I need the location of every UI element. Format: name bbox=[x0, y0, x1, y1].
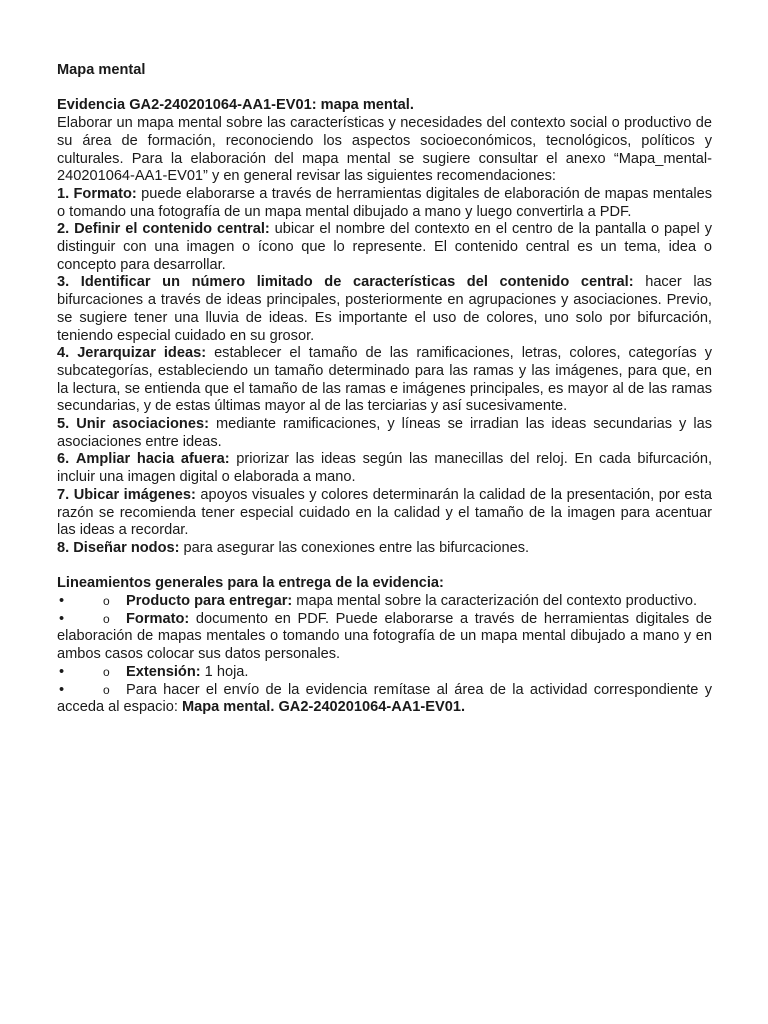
rec-text: hacer las bifurcaciones a través de ideas principales, posteriormente en agrupaciones y asociaciones. Previo, se sugiere tener una lluvia de ideas. Es importante el uso de colores, uno solo por bifurcación, teniendo especial cuidado en su grosor. bbox=[57, 274, 712, 344]
recommendation-item bbox=[57, 221, 712, 274]
guideline-item bbox=[57, 593, 712, 611]
guideline-heading: Formato: bbox=[126, 610, 190, 627]
rec-heading: Definir el contenido central: bbox=[74, 221, 270, 238]
rec-text: puede elaborarse a través de herramientas digitales de elaboración de mapas mentales o tomando una fotografía de un mapa mental dibujado a mano y luego convertirla a PDF. bbox=[57, 185, 713, 220]
bullet-marker: • bbox=[59, 610, 65, 627]
rec-heading: Formato: bbox=[73, 185, 137, 202]
rec-heading: Jerarquizar ideas: bbox=[77, 345, 207, 362]
guideline-item bbox=[57, 664, 712, 682]
intro-paragraph: Elaborar un mapa mental sobre las características y necesidades del contexto social o productivo de su área de formación, reconociendo los aspectos socioeconómicos, tecnológicos, políticos y culturales. Para la elaboración del mapa mental se sugiere consultar el anexo “Mapa_mental-240201064-AA1-EV01” y en general revisar las siguientes recomendaciones: bbox=[57, 115, 712, 185]
rec-number: 5. bbox=[57, 416, 70, 433]
guideline-item bbox=[57, 611, 712, 664]
sub-bullet-marker: o bbox=[103, 594, 110, 609]
guideline-text: documento en PDF. Puede elaborarse a través de herramientas digitales de elaboración de mapas mentales o tomando una fotografía de un mapa mental dibujado a mano y en ambos casos colocar sus datos personales. bbox=[57, 610, 712, 663]
rec-text: mediante ramificaciones, y líneas se irradian las ideas secundarias y las asociaciones entre ideas. bbox=[57, 416, 712, 450]
recommendation-item bbox=[57, 451, 712, 486]
recommendation-item bbox=[57, 186, 712, 221]
rec-text: priorizar las ideas según las manecillas del reloj. En cada bifurcación, incluir una imagen digital o elaborada a mano. bbox=[57, 451, 712, 486]
guidelines-title: Lineamientos generales para la entrega de la evidencia: bbox=[57, 575, 444, 592]
guideline-item bbox=[57, 682, 712, 717]
rec-heading: Diseñar nodos: bbox=[73, 539, 180, 556]
rec-heading: Ubicar imágenes: bbox=[73, 486, 196, 503]
guideline-text: 1 hoja. bbox=[200, 663, 249, 680]
rec-number: 7. bbox=[57, 486, 70, 503]
rec-heading: Identificar un número limitado de características del contenido central: bbox=[80, 274, 634, 291]
guideline-heading: Producto para entregar: bbox=[126, 593, 293, 610]
recommendation-item bbox=[57, 540, 712, 558]
recommendation-item bbox=[57, 487, 712, 540]
recommendation-item bbox=[57, 345, 712, 416]
sub-bullet-marker: o bbox=[103, 611, 110, 626]
guideline-text: mapa mental sobre la caracterización del contexto productivo. bbox=[292, 593, 698, 610]
rec-number: 8. bbox=[57, 539, 70, 556]
document-title: Mapa mental bbox=[57, 62, 146, 78]
rec-number: 3. bbox=[57, 274, 70, 291]
evidence-title: Evidencia GA2-240201064-AA1-EV01: mapa mental. bbox=[57, 97, 414, 114]
recommendation-item bbox=[57, 274, 712, 345]
rec-heading: Ampliar hacia afuera: bbox=[75, 451, 230, 468]
rec-text: para asegurar las conexiones entre las bifurcaciones. bbox=[179, 539, 530, 556]
guidelines-list bbox=[57, 593, 712, 717]
rec-text: ubicar el nombre del contexto en el centro de la pantalla o papel y distinguir con una imagen o ícono que lo represente. El contenido central es un tema, idea o concepto para desarrollar. bbox=[57, 221, 712, 273]
rec-number: 6. bbox=[57, 451, 70, 468]
document-page bbox=[57, 62, 712, 717]
guideline-tail: Mapa mental. GA2-240201064-AA1-EV01. bbox=[181, 699, 466, 716]
rec-text: establecer el tamaño de las ramificaciones, letras, colores, categorías y subcategorías, estableciendo un tamaño determinado para las ramas y las imágenes, para que, en la lectura, se entienda que el tamaño de las ramas e imágenes principales, es mayor al de las ramas secundarias, y de estas últimas mayor al de las terciarias y así sucesivamente. bbox=[57, 345, 712, 415]
rec-heading: Unir asociaciones: bbox=[76, 416, 209, 433]
sub-bullet-marker: o bbox=[103, 682, 110, 697]
sub-bullet-marker: o bbox=[103, 664, 110, 679]
bullet-marker: • bbox=[59, 593, 65, 610]
rec-number: 1. bbox=[57, 185, 70, 202]
rec-text: apoyos visuales y colores determinarán la calidad de la presentación, por esta razón se recomienda tener especial cuidado en la calidad y el tamaño de la imagen para acentuar las ideas a recordar. bbox=[57, 486, 712, 539]
guideline-text: Para hacer el envío de la evidencia remítase al área de la actividad correspondiente y acceda al espacio: bbox=[57, 681, 712, 716]
rec-number: 4. bbox=[57, 345, 70, 362]
guideline-heading: Extensión: bbox=[126, 663, 201, 680]
recommendation-item bbox=[57, 416, 712, 451]
rec-number: 2. bbox=[57, 221, 70, 238]
recommendations-list bbox=[57, 186, 712, 558]
bullet-marker: • bbox=[59, 663, 65, 680]
bullet-marker: • bbox=[59, 681, 65, 698]
